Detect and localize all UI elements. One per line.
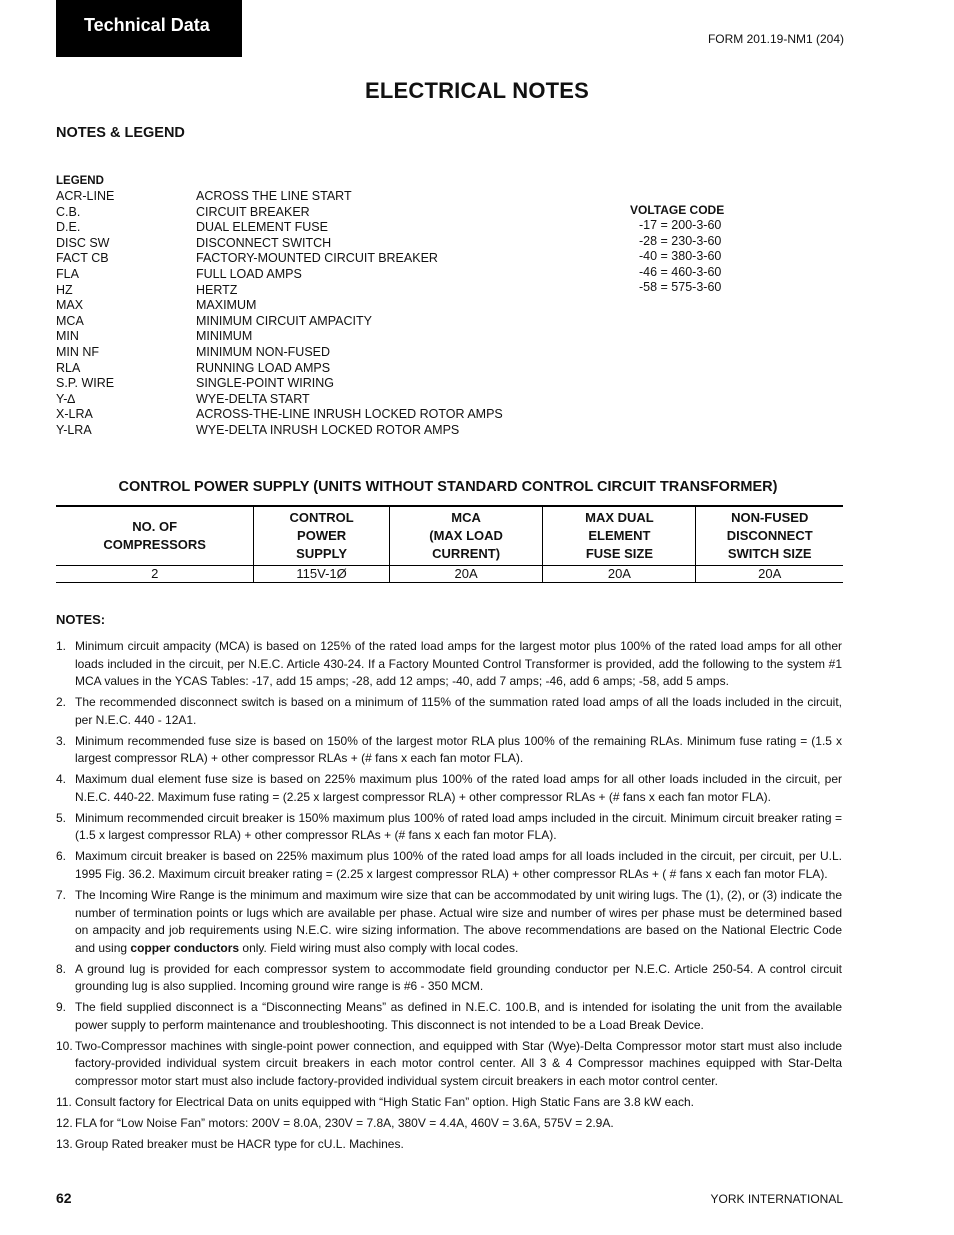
legend-abbreviation: RLA <box>56 360 81 375</box>
note-text-block <box>75 962 842 994</box>
table-row <box>56 566 843 583</box>
column-header-line: ELEMENT <box>588 528 651 543</box>
note-number: 12. <box>56 1116 73 1131</box>
note-number: 8. <box>56 961 67 976</box>
voltage-code-item: -40 = 380-3-60 <box>639 249 722 264</box>
legend-abbreviation: HZ <box>56 282 73 297</box>
note-text: The field supplied disconnect is a “Disconnecting Means” as defined in N.E.C. 100.B, and is intended for isolating the unit from the available power supply to perform maintenance and troubleshooting. This disconnect is not intended to be a Load Break Device. <box>75 1000 842 1032</box>
note-number: 9. <box>56 1000 67 1015</box>
column-header-line: MAX DUAL <box>585 510 654 525</box>
note-item <box>56 771 842 806</box>
legend-row <box>56 267 503 283</box>
note-text-block <box>75 1137 404 1151</box>
legend-description: ACROSS THE LINE START <box>196 189 352 203</box>
note-text: Two-Compressor machines with single-point power connection, and equipped with Star (Wye)-Delta Compressor motor start must also include factory-provided individual system circuit breakers in each motor control center. All 3 & 4 Compressor machines equipped with Star-Delta compressor motor start must also include factory-provided individual system circuit breakers in each motor control center. <box>75 1038 842 1088</box>
legend-title: LEGEND <box>56 175 104 187</box>
column-header-line: NO. OF <box>132 519 178 534</box>
note-item <box>56 961 842 996</box>
note-text: Minimum recommended fuse size is based on 150% of the largest motor RLA plus 100% of the remaining RLAs. Minimum fuse rating = (1.5 x largest compressor RLA) + other compressor RLAs + (# fans x each fan motor FLA). <box>75 733 842 766</box>
note-number: 13. <box>56 1137 73 1152</box>
legend-row <box>56 298 503 314</box>
note-number: 7. <box>56 888 67 903</box>
note-text-block <box>75 695 842 727</box>
note-item <box>56 887 842 957</box>
legend-description: FACTORY-MOUNTED CIRCUIT BREAKER <box>196 251 438 266</box>
legend-abbreviation: FACT CB <box>56 251 109 266</box>
voltage-code-title: VOLTAGE CODE <box>630 203 725 217</box>
notes-legend-heading: NOTES & LEGEND <box>56 125 185 141</box>
column-header <box>254 506 389 566</box>
note-text: Maximum circuit breaker is based on 225% maximum plus 100% of the rated load amps for all loads included in the circuit, per circuit, per U.L. 1995 Fig. 36.2. Maximum circuit breaker rating = (2.25 x largest compressor RLA) + other compressor RLAs + ( # fans x each fan motor FLA). <box>75 849 842 881</box>
column-header <box>696 506 843 566</box>
legend-description: MINIMUM NON-FUSED <box>196 344 331 359</box>
note-text: Minimum recommended circuit breaker is 150% maximum plus 100% of rated load amps included in the circuit. Minimum circuit breaker rating = (1.5 x largest compressor RLA) + other compressor RLAs + (# fans x each fan motor FLA). <box>75 810 842 843</box>
note-item <box>56 1038 842 1091</box>
note-number: 2. <box>56 695 67 710</box>
legend-abbreviation: Y-LRA <box>56 422 92 437</box>
column-header-line: MCA <box>451 510 481 525</box>
note-item <box>56 810 842 845</box>
note-text-block <box>75 1095 694 1109</box>
column-header-line: FUSE SIZE <box>585 546 653 561</box>
legend-row <box>56 407 503 423</box>
notes-list <box>56 638 842 1157</box>
note-text-block <box>75 772 842 804</box>
page-title: ELECTRICAL NOTES <box>364 78 590 103</box>
column-header <box>389 506 543 566</box>
legend-description: WYE-DELTA START <box>196 391 310 406</box>
table-cell: 2 <box>56 566 254 583</box>
legend-abbreviation: MAX <box>56 298 84 313</box>
legend-description: HERTZ <box>196 282 238 297</box>
column-header-line: (MAX LOAD <box>429 528 503 543</box>
column-header-line: CURRENT) <box>432 546 501 561</box>
note-text-block <box>75 888 842 955</box>
note-number: 11. <box>56 1094 72 1109</box>
table-cell: 115V-1Ø <box>254 566 389 583</box>
note-item <box>56 694 842 729</box>
column-header-line: DISCONNECT <box>726 528 813 543</box>
note-item <box>56 1094 842 1112</box>
note-text: A ground lug is provided for each compressor system to accommodate field grounding conductor per N.E.C. Article 250-54. A control circuit grounding lug is also supplied. Incoming ground wire range is #6 - 350 MCM. <box>75 961 842 994</box>
column-header <box>56 506 254 566</box>
legend-abbreviation: MIN NF <box>56 344 100 359</box>
column-header-line: COMPRESSORS <box>103 537 206 552</box>
section-tab <box>56 0 242 57</box>
form-id: FORM 201.19-NM1 (204) <box>707 32 844 46</box>
note-number: 4. <box>56 772 67 787</box>
note-text: Consult factory for Electrical Data on units equipped with “High Static Fan” option. High Static Fans are 3.8 kW each. <box>75 1094 694 1109</box>
legend-abbreviation: S.P. WIRE <box>56 376 115 391</box>
legend-description: WYE-DELTA INRUSH LOCKED ROTOR AMPS <box>196 422 460 437</box>
column-header-line: POWER <box>297 528 347 543</box>
note-text: The Incoming Wire Range is the minimum and maximum wire size that can be accommodated by unit wiring lugs. The (1), (2), or (3) indicate the number of termination points or lugs which are available per phase. Actual wire size and number of wires per phase must be determined based on ampacity and job requirements using N.E.C. wire sizing information. The above recommendations are based on the National Electric Code and using <box>75 888 842 955</box>
legend-abbreviation: X-LRA <box>56 407 93 422</box>
notes-heading: NOTES: <box>56 612 106 627</box>
legend-description: MAXIMUM <box>196 298 257 313</box>
note-text: FLA for “Low Noise Fan” motors: 200V = 8.0A, 230V = 7.8A, 380V = 4.4A, 460V = 3.6A, 575V = 2.9A. <box>75 1116 614 1131</box>
legend-description: ACROSS-THE-LINE INRUSH LOCKED ROTOR AMPS <box>196 407 503 422</box>
legend-description: DUAL ELEMENT FUSE <box>196 220 328 235</box>
note-text-block <box>75 811 842 843</box>
legend-abbreviation: FLA <box>56 266 79 281</box>
legend-description: RUNNING LOAD AMPS <box>196 360 331 375</box>
footer-company: YORK INTERNATIONAL <box>710 1192 843 1206</box>
legend-abbreviation: MIN <box>56 329 79 344</box>
note-text-block <box>75 1116 614 1130</box>
legend-description: CIRCUIT BREAKER <box>196 204 310 219</box>
voltage-code-item: -46 = 460-3-60 <box>639 264 722 279</box>
legend-abbreviation: ACR-LINE <box>56 189 115 203</box>
legend-row <box>56 189 503 205</box>
note-text: Maximum dual element fuse size is based on 225% maximum plus 100% of the rated load amps for all other loads included in the circuit, per N.E.C. 440-22. Maximum fuse rating = (2.25 x largest compressor RLA) + other compressor RLAs + (# fans x each fan motor FLA). <box>75 772 842 804</box>
legend-description: MINIMUM <box>196 329 253 344</box>
legend-description: FULL LOAD AMPS <box>196 266 302 281</box>
legend-abbreviation: Y-∆ <box>56 391 76 406</box>
section-tab-label: Technical Data <box>84 15 210 35</box>
legend-row <box>56 251 503 267</box>
note-item <box>56 848 842 883</box>
legend-row <box>56 236 503 252</box>
note-number: 10. <box>56 1038 73 1053</box>
voltage-code-item: -17 = 200-3-60 <box>639 218 722 232</box>
legend-row <box>56 345 503 361</box>
note-text: The recommended disconnect switch is based on a minimum of 115% of the summation rated load amps of all the loads included in the circuit, per N.E.C. 440 - 12A1. <box>75 695 842 727</box>
note-item <box>56 999 842 1034</box>
note-number: 5. <box>56 810 67 825</box>
column-header <box>543 506 696 566</box>
note-text-continued: only. Field wiring must also comply with local codes. <box>239 940 519 955</box>
legend-abbreviation: MCA <box>56 313 84 328</box>
legend-row <box>56 283 503 299</box>
column-header-line: CONTROL <box>289 510 354 525</box>
note-text-block <box>75 734 842 766</box>
column-header-line: SUPPLY <box>296 546 347 561</box>
legend-row <box>56 220 503 236</box>
legend-description: SINGLE-POINT WIRING <box>196 376 334 391</box>
legend-row <box>56 329 503 345</box>
legend-row <box>56 361 503 377</box>
voltage-code-item: -58 = 575-3-60 <box>639 280 722 295</box>
note-text-block <box>75 639 842 688</box>
legend-description: DISCONNECT SWITCH <box>196 235 332 250</box>
table-cell: 20A <box>389 566 543 583</box>
note-number: 1. <box>56 639 67 653</box>
note-text-block <box>75 1000 842 1032</box>
note-item <box>56 733 842 768</box>
page-number: 62 <box>56 1190 72 1206</box>
voltage-code-item: -28 = 230-3-60 <box>639 233 722 248</box>
legend-abbreviation: D.E. <box>56 220 81 235</box>
note-text-block <box>75 1039 842 1088</box>
control-power-supply-table <box>56 505 843 583</box>
legend-row <box>56 376 503 392</box>
voltage-code <box>630 203 724 296</box>
note-item <box>56 638 842 691</box>
legend-abbreviation: C.B. <box>56 204 81 219</box>
note-item <box>56 1136 842 1154</box>
legend-description: MINIMUM CIRCUIT AMPACITY <box>196 313 372 328</box>
control-power-supply-title: CONTROL POWER SUPPLY (UNITS WITHOUT STANDARD CONTROL CIRCUIT TRANSFORMER) <box>118 479 778 495</box>
table-cell: 20A <box>696 566 843 583</box>
note-text-block <box>75 849 842 881</box>
note-number: 3. <box>56 733 67 748</box>
legend-abbreviation: DISC SW <box>56 235 110 250</box>
legend-row <box>56 205 503 221</box>
voltage-code-list <box>630 218 724 296</box>
column-header-line: SWITCH SIZE <box>727 546 812 561</box>
note-emphasis: copper conductors <box>130 940 240 955</box>
column-header-line: NON-FUSED <box>731 510 809 525</box>
table-header-row <box>56 506 843 566</box>
legend-list <box>56 189 503 439</box>
note-item <box>56 1115 842 1133</box>
legend-row <box>56 392 503 408</box>
note-text: Minimum circuit ampacity (MCA) is based on 125% of the rated load amps for the largest motor plus 100% of the rated load amps for all other loads included in the circuit, per N.E.C. Article 430-24. If a Factory Mounted Control Transformer is provided, add the following to the system #1 MCA values in the YCAS Tables: -17, add 15 amps; -28, add 12 amps; -40, add 7 amps; -46, add 6 amps; -58, add 5 amps. <box>75 639 842 688</box>
legend-row <box>56 423 503 439</box>
table-cell: 20A <box>543 566 696 583</box>
note-text: Group Rated breaker must be HACR type for cU.L. Machines. <box>75 1137 404 1152</box>
legend <box>56 174 503 439</box>
note-number: 6. <box>56 849 67 864</box>
legend-row <box>56 314 503 330</box>
